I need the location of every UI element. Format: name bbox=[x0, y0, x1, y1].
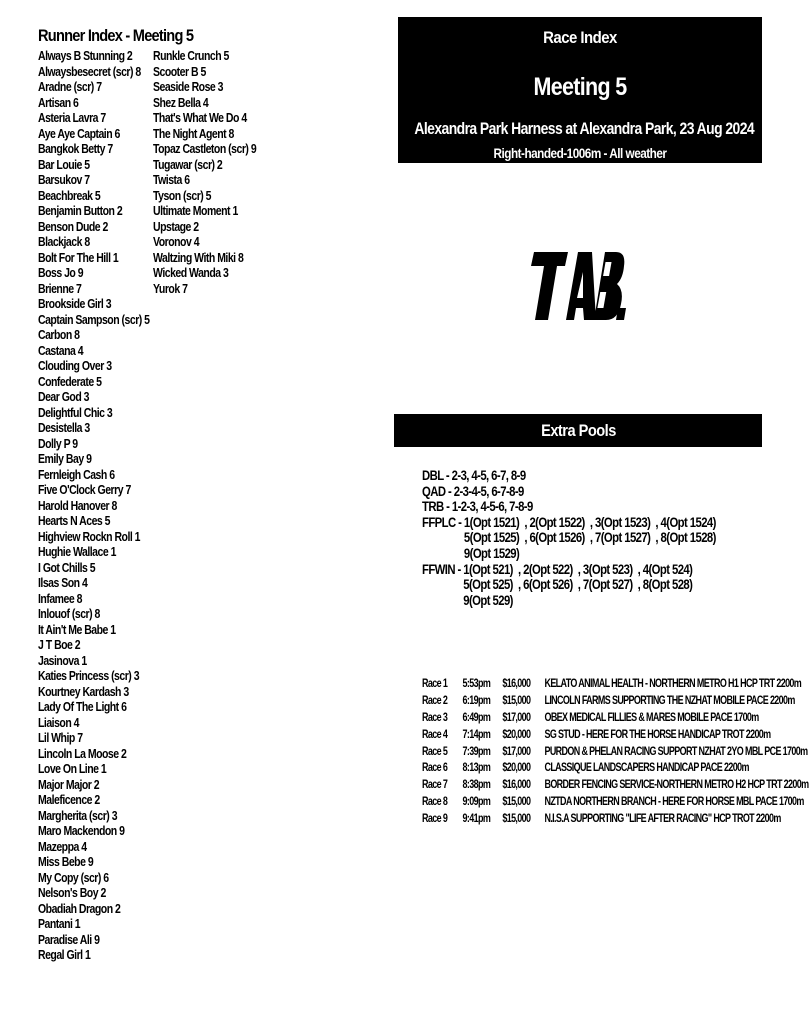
race-row bbox=[422, 745, 808, 763]
race-number: Race 7 bbox=[422, 779, 448, 792]
runner-entry: Ultimate Moment 1 bbox=[153, 204, 238, 218]
pool-type-label: DBL - bbox=[422, 468, 452, 483]
race-index-header bbox=[398, 17, 762, 163]
runner-entry: Mazeppa 4 bbox=[38, 839, 87, 854]
pool-leg-text: 5(Opt 525) , 6(Opt 526) , 7(Opt 527) , 8(Opt 528) bbox=[463, 577, 693, 593]
pool-leg-text: 1-2-3, 4-5-6, 7-8-9 bbox=[451, 499, 533, 515]
runner-entry: Bar Louie 5 bbox=[38, 157, 90, 172]
race-row bbox=[422, 779, 809, 796]
race-row bbox=[422, 762, 750, 779]
runner-entry: Fernleigh Cash 6 bbox=[38, 467, 115, 482]
runner-entry: Margherita (scr) 3 bbox=[38, 808, 118, 823]
runner-list-column-1 bbox=[38, 49, 150, 964]
race-time: 7:14pm bbox=[462, 728, 491, 741]
race-prize: $15,000 bbox=[502, 694, 531, 707]
tab-logo bbox=[528, 248, 626, 324]
runner-entry: Boss Jo 9 bbox=[38, 266, 84, 280]
race-number: Race 6 bbox=[422, 762, 448, 775]
race-row bbox=[422, 813, 781, 830]
pool-leg-text: 9(Opt 529) bbox=[463, 592, 513, 608]
pool-legs bbox=[454, 484, 524, 500]
runner-entry: Runkle Crunch 5 bbox=[153, 49, 229, 63]
race-prize: $16,000 bbox=[502, 678, 531, 690]
runner-index-title: Runner Index - Meeting 5 bbox=[38, 26, 194, 45]
runner-entry: Tyson (scr) 5 bbox=[153, 188, 212, 203]
runner-entry: Maro Mackendon 9 bbox=[38, 824, 125, 838]
runner-entry: Scooter B 5 bbox=[153, 64, 206, 79]
race-name: NZTDA NORTHERN BRANCH - HERE FOR HORSE MBL PACE 1700m bbox=[544, 796, 804, 809]
runner-entry: Infamee 8 bbox=[38, 591, 82, 606]
venue-date: Alexandra Park Harness at Alexandra Park, 23 Aug 2024 bbox=[414, 119, 755, 138]
runner-entry: Barsukov 7 bbox=[38, 173, 90, 187]
runner-entry: Clouding Over 3 bbox=[38, 359, 112, 373]
race-index-label: Race Index bbox=[543, 28, 617, 47]
race-name: SG STUD - HERE FOR THE HORSE HANDICAP TROT 2200m bbox=[544, 728, 771, 741]
race-time: 8:38pm bbox=[462, 779, 491, 792]
pool-line bbox=[422, 562, 716, 609]
runner-entry: Aye Aye Captain 6 bbox=[38, 126, 120, 141]
runner-entry: Bangkok Betty 7 bbox=[38, 142, 113, 156]
runner-entry: Jasinova 1 bbox=[38, 653, 87, 668]
race-name: N.I.S.A SUPPORTING "LIFE AFTER RACING" HCP TROT 2200m bbox=[544, 813, 781, 826]
pool-leg-text: 1(Opt 1521) , 2(Opt 1522) , 3(Opt 1523) , 4(Opt 1524) bbox=[463, 514, 716, 530]
runner-entry: Captain Sampson (scr) 5 bbox=[38, 312, 150, 327]
race-time: 9:41pm bbox=[462, 813, 491, 826]
runner-entry: J T Boe 2 bbox=[38, 638, 81, 652]
runner-entry: Confederate 5 bbox=[38, 374, 102, 389]
runner-entry: Topaz Castleton (scr) 9 bbox=[153, 142, 257, 156]
pool-type-label: TRB - bbox=[422, 499, 452, 515]
track-info: Right-handed-1006m - All weather bbox=[493, 145, 667, 161]
runner-entry: Voronov 4 bbox=[153, 235, 200, 249]
runner-entry: Lincoln La Moose 2 bbox=[38, 746, 127, 761]
pool-line bbox=[422, 468, 716, 484]
race-time: 6:49pm bbox=[462, 711, 491, 724]
runner-entry: Always B Stunning 2 bbox=[38, 49, 133, 63]
race-row bbox=[422, 728, 771, 746]
runner-entry: Lil Whip 7 bbox=[38, 731, 83, 745]
race-number: Race 4 bbox=[422, 728, 448, 741]
runner-entry: Twista 6 bbox=[153, 173, 190, 187]
race-row bbox=[422, 796, 804, 813]
runner-entry: Miss Bebe 9 bbox=[38, 855, 94, 869]
runner-entry: Katies Princess (scr) 3 bbox=[38, 669, 140, 683]
race-row bbox=[422, 711, 759, 729]
runner-entry: Benson Dude 2 bbox=[38, 219, 108, 234]
race-prize: $20,000 bbox=[502, 762, 531, 775]
race-name: LINCOLN FARMS SUPPORTING THE NZHAT MOBILE PACE 2200m bbox=[544, 694, 795, 707]
runner-entry: It Ain't Me Babe 1 bbox=[38, 622, 116, 637]
runner-entry: Kourtney Kardash 3 bbox=[38, 684, 129, 699]
pool-legs bbox=[464, 515, 716, 562]
pool-type-label: FFWIN - bbox=[422, 561, 464, 577]
race-prize: $17,000 bbox=[502, 711, 531, 724]
runner-entry: Beachbreak 5 bbox=[38, 188, 101, 203]
runner-entry: Paradise Ali 9 bbox=[38, 932, 100, 947]
runner-entry: Shez Bella 4 bbox=[153, 95, 209, 110]
race-prize: $17,000 bbox=[502, 745, 531, 758]
runner-entry: Brookside Girl 3 bbox=[38, 297, 112, 311]
race-name: KELATO ANIMAL HEALTH - NORTHERN METRO H1 HCP TRT 2200m bbox=[544, 678, 802, 690]
pool-leg-text: 5(Opt 1525) , 6(Opt 1526) , 7(Opt 1527) , 8(Opt 1528) bbox=[463, 530, 716, 546]
pool-type-label: FFPLC - bbox=[422, 514, 464, 530]
runner-entry: Ilsas Son 4 bbox=[38, 576, 88, 590]
runner-entry: The Night Agent 8 bbox=[153, 126, 234, 141]
runner-entry: Upstage 2 bbox=[153, 219, 199, 234]
tab-logo-icon bbox=[528, 248, 626, 324]
runner-entry: Artisan 6 bbox=[38, 95, 79, 110]
runner-entry: Nelson's Boy 2 bbox=[38, 886, 106, 900]
pool-leg-text: 2-3-4-5, 6-7-8-9 bbox=[453, 483, 524, 499]
race-number: Race 1 bbox=[422, 678, 448, 690]
runner-entry: Five O'Clock Gerry 7 bbox=[38, 483, 131, 497]
runner-entry: Castana 4 bbox=[38, 343, 84, 358]
runner-entry: Wicked Wanda 3 bbox=[153, 266, 229, 280]
runner-entry: Carbon 8 bbox=[38, 328, 80, 342]
runner-entry: Benjamin Button 2 bbox=[38, 204, 123, 218]
race-prize: $16,000 bbox=[502, 779, 531, 792]
race-time: 9:09pm bbox=[462, 796, 491, 809]
runner-entry: Dolly P 9 bbox=[38, 436, 78, 451]
race-row bbox=[422, 694, 795, 712]
race-number: Race 3 bbox=[422, 711, 448, 724]
runner-entry: Alwaysbesecret (scr) 8 bbox=[38, 64, 141, 79]
race-number: Race 8 bbox=[422, 796, 448, 809]
race-schedule bbox=[422, 678, 809, 830]
race-time: 6:19pm bbox=[462, 694, 491, 707]
runner-entry: Dear God 3 bbox=[38, 390, 89, 404]
extra-pools-header bbox=[394, 414, 762, 447]
pool-line bbox=[422, 515, 716, 562]
runner-entry: Yurok 7 bbox=[153, 281, 188, 296]
runner-list-column-2 bbox=[153, 49, 256, 297]
runner-entry: Regal Girl 1 bbox=[38, 948, 91, 962]
race-prize: $20,000 bbox=[502, 728, 531, 741]
pool-line bbox=[422, 499, 716, 515]
pool-legs bbox=[463, 562, 692, 609]
runner-entry: Delightful Chic 3 bbox=[38, 405, 113, 420]
race-number: Race 9 bbox=[422, 813, 448, 826]
race-time: 7:39pm bbox=[462, 745, 491, 758]
runner-entry: Obadiah Dragon 2 bbox=[38, 901, 121, 916]
pool-type-label: QAD - bbox=[422, 483, 454, 499]
race-number: Race 5 bbox=[422, 745, 448, 758]
runner-entry: Hearts N Aces 5 bbox=[38, 514, 111, 528]
extra-pools-label: Extra Pools bbox=[540, 421, 616, 440]
runner-entry: Tugawar (scr) 2 bbox=[153, 157, 223, 172]
runner-entry: That's What We Do 4 bbox=[153, 111, 247, 125]
runner-entry: Blackjack 8 bbox=[38, 235, 90, 249]
race-name: BORDER FENCING SERVICE-NORTHERN METRO H2 HCP TRT 2200m bbox=[544, 779, 809, 792]
pool-leg-text: 1(Opt 521) , 2(Opt 522) , 3(Opt 523) , 4(Opt 524) bbox=[463, 561, 693, 577]
runner-entry: Asteria Lavra 7 bbox=[38, 111, 106, 125]
runner-entry: Brienne 7 bbox=[38, 281, 82, 296]
runner-entry: Harold Hanover 8 bbox=[38, 498, 117, 513]
runner-entry: Aradne (scr) 7 bbox=[38, 80, 102, 94]
runner-entry: My Copy (scr) 6 bbox=[38, 870, 109, 885]
runner-entry: Inlouof (scr) 8 bbox=[38, 607, 100, 621]
runner-entry: Maleficence 2 bbox=[38, 793, 100, 807]
race-time: 5:53pm bbox=[462, 678, 491, 690]
race-time: 8:13pm bbox=[462, 762, 491, 775]
race-number: Race 2 bbox=[422, 694, 448, 707]
runner-entry: Seaside Rose 3 bbox=[153, 80, 223, 94]
race-name: OBEX MEDICAL FILLIES & MARES MOBILE PACE 1700m bbox=[544, 711, 759, 724]
runner-entry: I Got Chills 5 bbox=[38, 560, 96, 575]
pool-legs bbox=[452, 499, 533, 515]
race-row bbox=[422, 678, 802, 695]
runner-entry: Hughie Wallace 1 bbox=[38, 545, 116, 559]
pool-leg-text: 2-3, 4-5, 6-7, 8-9 bbox=[451, 468, 526, 483]
pool-legs bbox=[452, 468, 526, 484]
pool-leg-text: 9(Opt 1529) bbox=[463, 545, 520, 561]
runner-entry: Love On Line 1 bbox=[38, 762, 107, 776]
meeting-title: Meeting 5 bbox=[533, 73, 627, 101]
extra-pools-list bbox=[422, 468, 716, 608]
runner-entry: Desistella 3 bbox=[38, 421, 90, 435]
runner-entry: Lady Of The Light 6 bbox=[38, 700, 127, 714]
race-prize: $15,000 bbox=[502, 796, 531, 809]
runner-entry: Emily Bay 9 bbox=[38, 452, 92, 466]
runner-entry: Waltzing With Miki 8 bbox=[153, 250, 244, 265]
runner-entry: Highview Rockn Roll 1 bbox=[38, 529, 141, 544]
race-prize: $15,000 bbox=[502, 813, 531, 826]
runner-entry: Pantani 1 bbox=[38, 917, 81, 931]
pool-line bbox=[422, 484, 716, 500]
runner-entry: Bolt For The Hill 1 bbox=[38, 250, 119, 265]
runner-entry: Major Major 2 bbox=[38, 777, 100, 792]
runner-entry: Liaison 4 bbox=[38, 715, 79, 730]
race-name: PURDON & PHELAN RACING SUPPORT NZHAT 2YO MBL PCE 1700m bbox=[544, 745, 808, 758]
race-name: CLASSIQUE LANDSCAPERS HANDICAP PACE 2200m bbox=[544, 762, 749, 775]
